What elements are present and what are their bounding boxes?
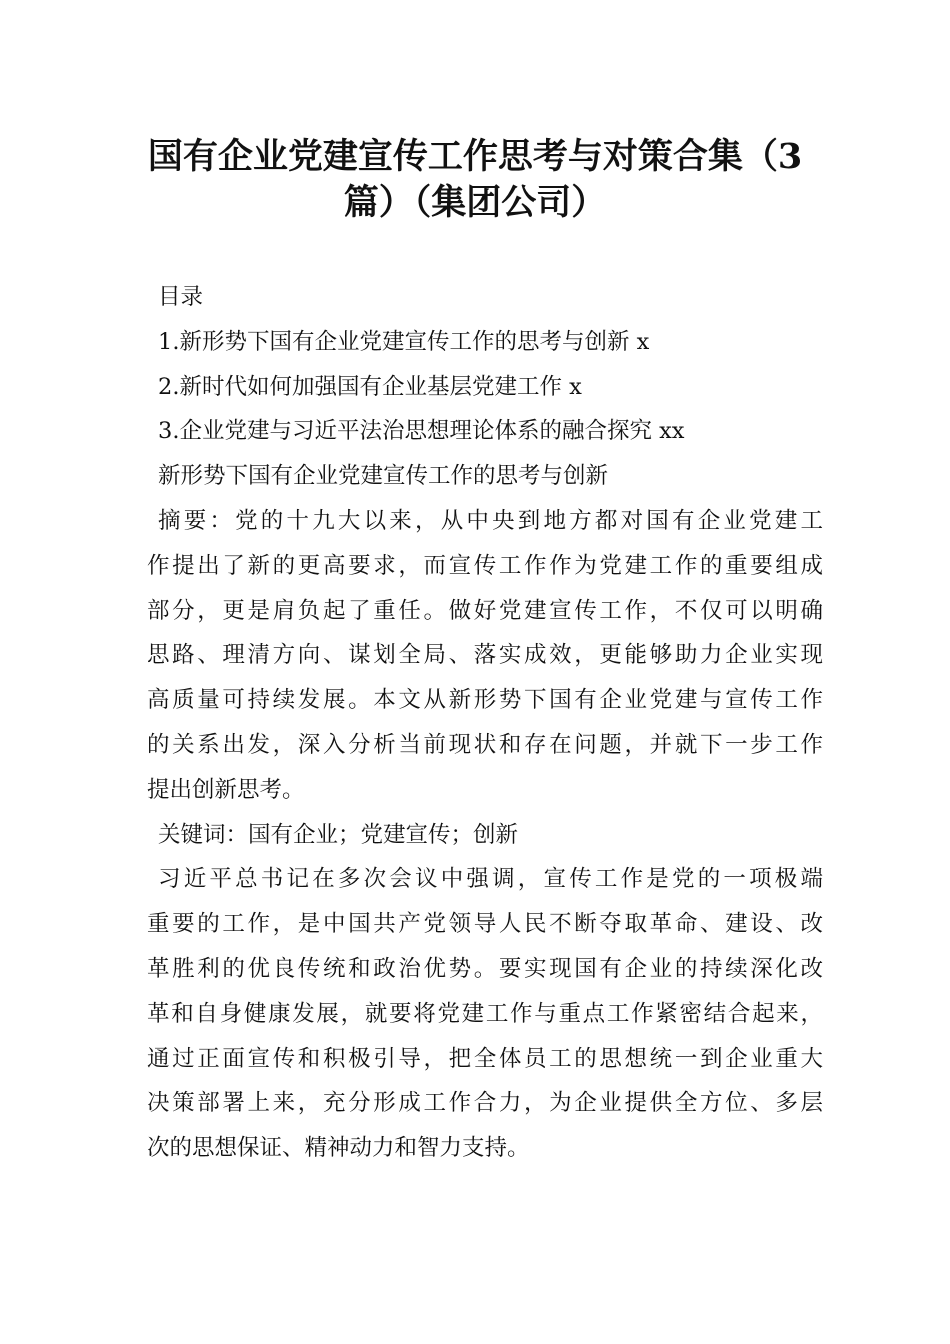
text-line: 的关系出发，深入分析当前现状和存在问题，并就下一步工作 <box>147 731 823 758</box>
text-line: 摘要：党的十九大以来，从中央到地方都对国有企业党建工 <box>158 507 823 534</box>
article-title: 新形势下国有企业党建宣传工作的思考与创新 <box>158 463 609 490</box>
body-paragraph <box>147 857 823 1171</box>
text-line: 作提出了新的更高要求，而宣传工作作为党建工作的重要组成 <box>147 552 823 579</box>
toc-item: 3.企业党建与习近平法治思想理论体系的融合探究 xx <box>158 418 685 445</box>
text-line: 革胜利的优良传统和政治优势。要实现国有企业的持续深化改 <box>147 955 823 982</box>
abstract-paragraph <box>147 499 823 813</box>
text-line: 次的思想保证、精神动力和智力支持。 <box>147 1135 530 1162</box>
text-line: 革和自身健康发展，就要将党建工作与重点工作紧密结合起来， <box>147 1000 823 1027</box>
text-line: 部分，更是肩负起了重任。做好党建宣传工作，不仅可以明确 <box>147 597 823 624</box>
keywords: 关键词：国有企业；党建宣传；创新 <box>158 821 519 848</box>
text-line: 通过正面宣传和积极引导，把全体员工的思想统一到企业重大 <box>147 1045 823 1072</box>
text-line: 习近平总书记在多次会议中强调，宣传工作是党的一项极端 <box>158 866 823 893</box>
toc-heading: 目录 <box>158 284 204 310</box>
title-line: 国有企业党建宣传工作思考与对策合集（3 <box>147 136 803 177</box>
document-body <box>147 275 823 1171</box>
text-line: 思路、理清方向、谋划全局、落实成效，更能够助力企业实现 <box>147 642 823 669</box>
text-line: 决策部署上来，充分形成工作合力，为企业提供全方位、多层 <box>147 1090 823 1117</box>
toc-item: 1.新形势下国有企业党建宣传工作的思考与创新 x <box>158 328 650 355</box>
text-line: 提出创新思考。 <box>147 776 305 803</box>
document-title <box>120 134 830 226</box>
title-line: 篇）（集团公司） <box>343 182 607 223</box>
toc-item: 2.新时代如何加强国有企业基层党建工作 x <box>158 373 582 400</box>
text-line: 高质量可持续发展。本文从新形势下国有企业党建与宣传工作 <box>147 687 823 714</box>
text-line: 重要的工作，是中国共产党领导人民不断夺取革命、建设、改 <box>147 911 823 938</box>
